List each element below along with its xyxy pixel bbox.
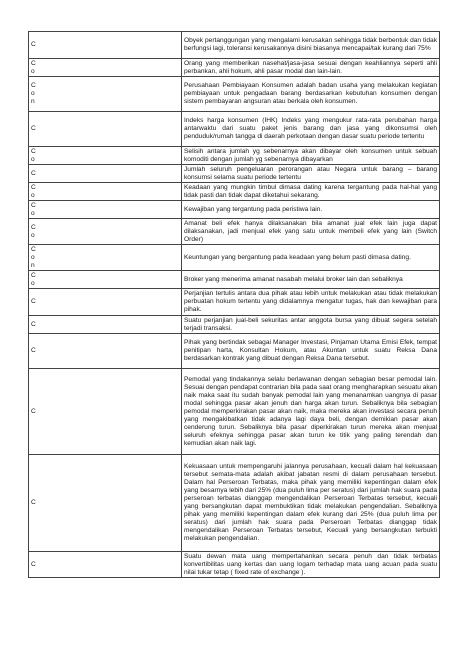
glossary-definition: Orang yang memberikan nasehat/jasa-jasa sesuai dengan keahliannya seperti ahli perbankan, ahli hokum, ahli pasar modal dan lain-lain.	[182, 59, 440, 77]
glossary-row	[29, 316, 440, 334]
glossary-term	[29, 147, 182, 165]
glossary-row	[29, 552, 440, 578]
glossary-definition: Pemodal yang tindakannya selalu berlawanan dengan sebagian besar pemodal lain. Sesuai dengan pendapat contrarian bila pada saat orang mengharapkan sesuatu akan naik maka saat itu sudah banyak pemodal lain yang menanamkan uangnya di pasar modal sehingga pasar akan jenuh dan harga akan turun. Sebaliknya bila sebagian pemodal memperkirakan pasar akan naik, maka mereka akan investasi secara penuh yang mengakibatkan tidak adanya lagi daya beli, dengan demikian pasar akan cenderung turun. Sebaliknya bila pasar diperkirakan turun mereka akan menjual seluruh efeknya sehingga pasar akan turun ke titik yang paling terendah dan kemudian akan naik lagi.	[182, 369, 440, 455]
glossary-term	[29, 552, 182, 578]
glossary-definition: Perusahaan Pembiayaan Konsumen adalah badan usaha yang melakukan kegiatan pembiayaan untuk pengadaan barang berdasarkan kebutuhan konsumen dengan sistem pembayaran angsuran atau berkala oleh konsumen.	[182, 77, 440, 112]
glossary-row	[29, 334, 440, 369]
glossary-term-line: C	[31, 201, 36, 209]
glossary-term-line: o	[31, 253, 35, 261]
glossary-definition: Selisih antara jumlah yg sebenarnya akan dibayar oleh konsumen untuk sebuah komoditi dengan jumlah yg sebenarnya dibayarkan	[182, 147, 440, 165]
glossary-row	[29, 32, 440, 59]
glossary-term-line: o	[31, 155, 35, 163]
glossary-term	[29, 32, 182, 59]
glossary-term	[29, 165, 182, 183]
glossary-term-line: C	[31, 560, 36, 568]
glossary-row	[29, 289, 440, 316]
glossary-definition: Pihak yang bertindak sebagai Manager Investasi, Pinjaman Utama Emisi Efek, tempat penitipan harta, Konsultan Hokum, atau Akuntan untuk suatu Reksa Dana berdasarkan kontrak yang dibuat dengan Reksa Dana tersebut.	[182, 334, 440, 369]
glossary-row	[29, 271, 440, 289]
glossary-table-body	[29, 32, 440, 578]
glossary-term-line: C	[31, 223, 36, 231]
glossary-row	[29, 147, 440, 165]
glossary-term	[29, 112, 182, 147]
glossary-table	[28, 31, 440, 578]
glossary-definition: Jumlah seluruh pengeluaran perorangan atau Negara untuk barang – barang konsumsi selama suatu periode tertentu	[182, 165, 440, 183]
glossary-term-line: C	[31, 499, 36, 506]
glossary-definition: Kekuasaan untuk mempengaruhi jalannya perusahaan, kecuali dalam hal kekuasaan tersebut semata-mata adalah akibat jabatan resmi di dalam perusahaan tersebut. Dalam hal Perseroan Terbatas, maka pihak yang memiliki kepentingan dalam efek yang besarnya lebih dari 25% (dua puluh lima per seratus) dari jumlah hak suara pada perseroan terbatas dianggap mengendalikan Perseroan Terbatas tersebut, kecuali yang bersangkutan dapat membuktikan tidak melakukan pengendalian. Sebaliknya pihak yang memiliki kepentingan dalam efek kurang dari 25% (dua puluh lima per seratus) dari jumlah hak suara pada Perseroan Terbatas dianggap tidak mengendalikan Perseroan Terbatas tersebut, Kecuali yang bersangkutan terbukti melakukan pengendalian.	[182, 455, 440, 552]
glossary-term	[29, 201, 182, 219]
glossary-term-line: o	[31, 279, 35, 287]
glossary-term	[29, 183, 182, 201]
glossary-definition: Broker yang menerima amanat nasabah melalui broker lain dan sebaliknya	[182, 271, 440, 289]
glossary-row	[29, 59, 440, 77]
glossary-term-line: C	[31, 147, 36, 155]
glossary-term-line: o	[31, 67, 35, 75]
glossary-term-line: o	[31, 209, 35, 217]
glossary-term	[29, 219, 182, 245]
glossary-term	[29, 289, 182, 316]
glossary-definition: Keuntungan yang bergantung pada keadaan yang belum pasti dimasa dating.	[182, 245, 440, 271]
glossary-term-line: C	[31, 298, 36, 305]
glossary-term	[29, 369, 182, 455]
glossary-term-line: o	[31, 231, 35, 239]
glossary-term-line: C	[31, 407, 36, 415]
glossary-term-line: n	[31, 261, 35, 269]
glossary-definition: Kewajiban yang tergantung pada peristiwa lain.	[182, 201, 440, 219]
glossary-definition: Perjanjian tertulis antara dua pihak atau lebih untuk melakukan atau tidak melakukan perbuatan hokum tertentu yang didalamnya mengatur tugas, hak dan kewajiban para pihak.	[182, 289, 440, 316]
glossary-term-line: o	[31, 191, 35, 199]
glossary-term-line: C	[31, 41, 36, 48]
glossary-term-line: C	[31, 183, 36, 191]
glossary-term-line: C	[31, 169, 36, 177]
glossary-row	[29, 201, 440, 219]
glossary-term	[29, 455, 182, 552]
glossary-row	[29, 455, 440, 552]
glossary-term	[29, 245, 182, 271]
glossary-row	[29, 219, 440, 245]
glossary-definition: Suatu perjanjian jual-beli sekuritas antar anggota bursa yang dibuat segera setelah terjadi transaksi.	[182, 316, 440, 334]
glossary-term	[29, 316, 182, 334]
glossary-term-line: o	[31, 90, 35, 97]
glossary-term-line: C	[31, 82, 36, 89]
glossary-term	[29, 271, 182, 289]
glossary-term-line: C	[31, 271, 36, 279]
glossary-term-line: C	[31, 320, 36, 328]
glossary-row	[29, 77, 440, 112]
glossary-definition: Suatu dewan mata uang mempertahankan secara penuh dan tidak terbatas konvertibilitas uang kertas dan uang logam terhadap mata uang acuan pada suatu nilai tukar tetap ( fixed rate of exchange ).	[182, 552, 440, 578]
glossary-row	[29, 245, 440, 271]
glossary-term-line: C	[31, 125, 36, 132]
glossary-definition: Amanat beli efek hanya dilaksanakan bila amanat jual efek lain juga dapat dilaksanakan, jadi menjual efek yang satu untuk membeli efek yang lain (Switch Order)	[182, 219, 440, 245]
glossary-term	[29, 77, 182, 112]
glossary-term-line: C	[31, 59, 36, 67]
glossary-term-line: C	[31, 347, 36, 354]
glossary-definition: Obyek pertanggungan yang mengalami kerusakan sehingga tidak berbentuk dan tidak berfungsi lagi, toleransi kerusakannya disini biasanya mencapai/tak kurang dari 75%	[182, 32, 440, 59]
glossary-definition: Keadaan yang mungkin timbul dimasa dating karena tergantung pada hal-hal yang tidak pasti dan tidak dapat diketahui sekarang.	[182, 183, 440, 201]
glossary-row	[29, 165, 440, 183]
glossary-row	[29, 369, 440, 455]
glossary-term	[29, 59, 182, 77]
glossary-row	[29, 183, 440, 201]
glossary-term-line: C	[31, 245, 36, 253]
glossary-term	[29, 334, 182, 369]
glossary-definition: Indeks harga konsumen (IHK) Indeks yang mengukur rata-rata perubahan harga antarwaktu dari suatu paket jenis barang dan jasa yang dikonsumsi oleh penduduk/rumah tangga di daerah perkotaan dengan dasar suatu periode tertentu	[182, 112, 440, 147]
glossary-term-line: n	[31, 98, 35, 105]
glossary-row	[29, 112, 440, 147]
